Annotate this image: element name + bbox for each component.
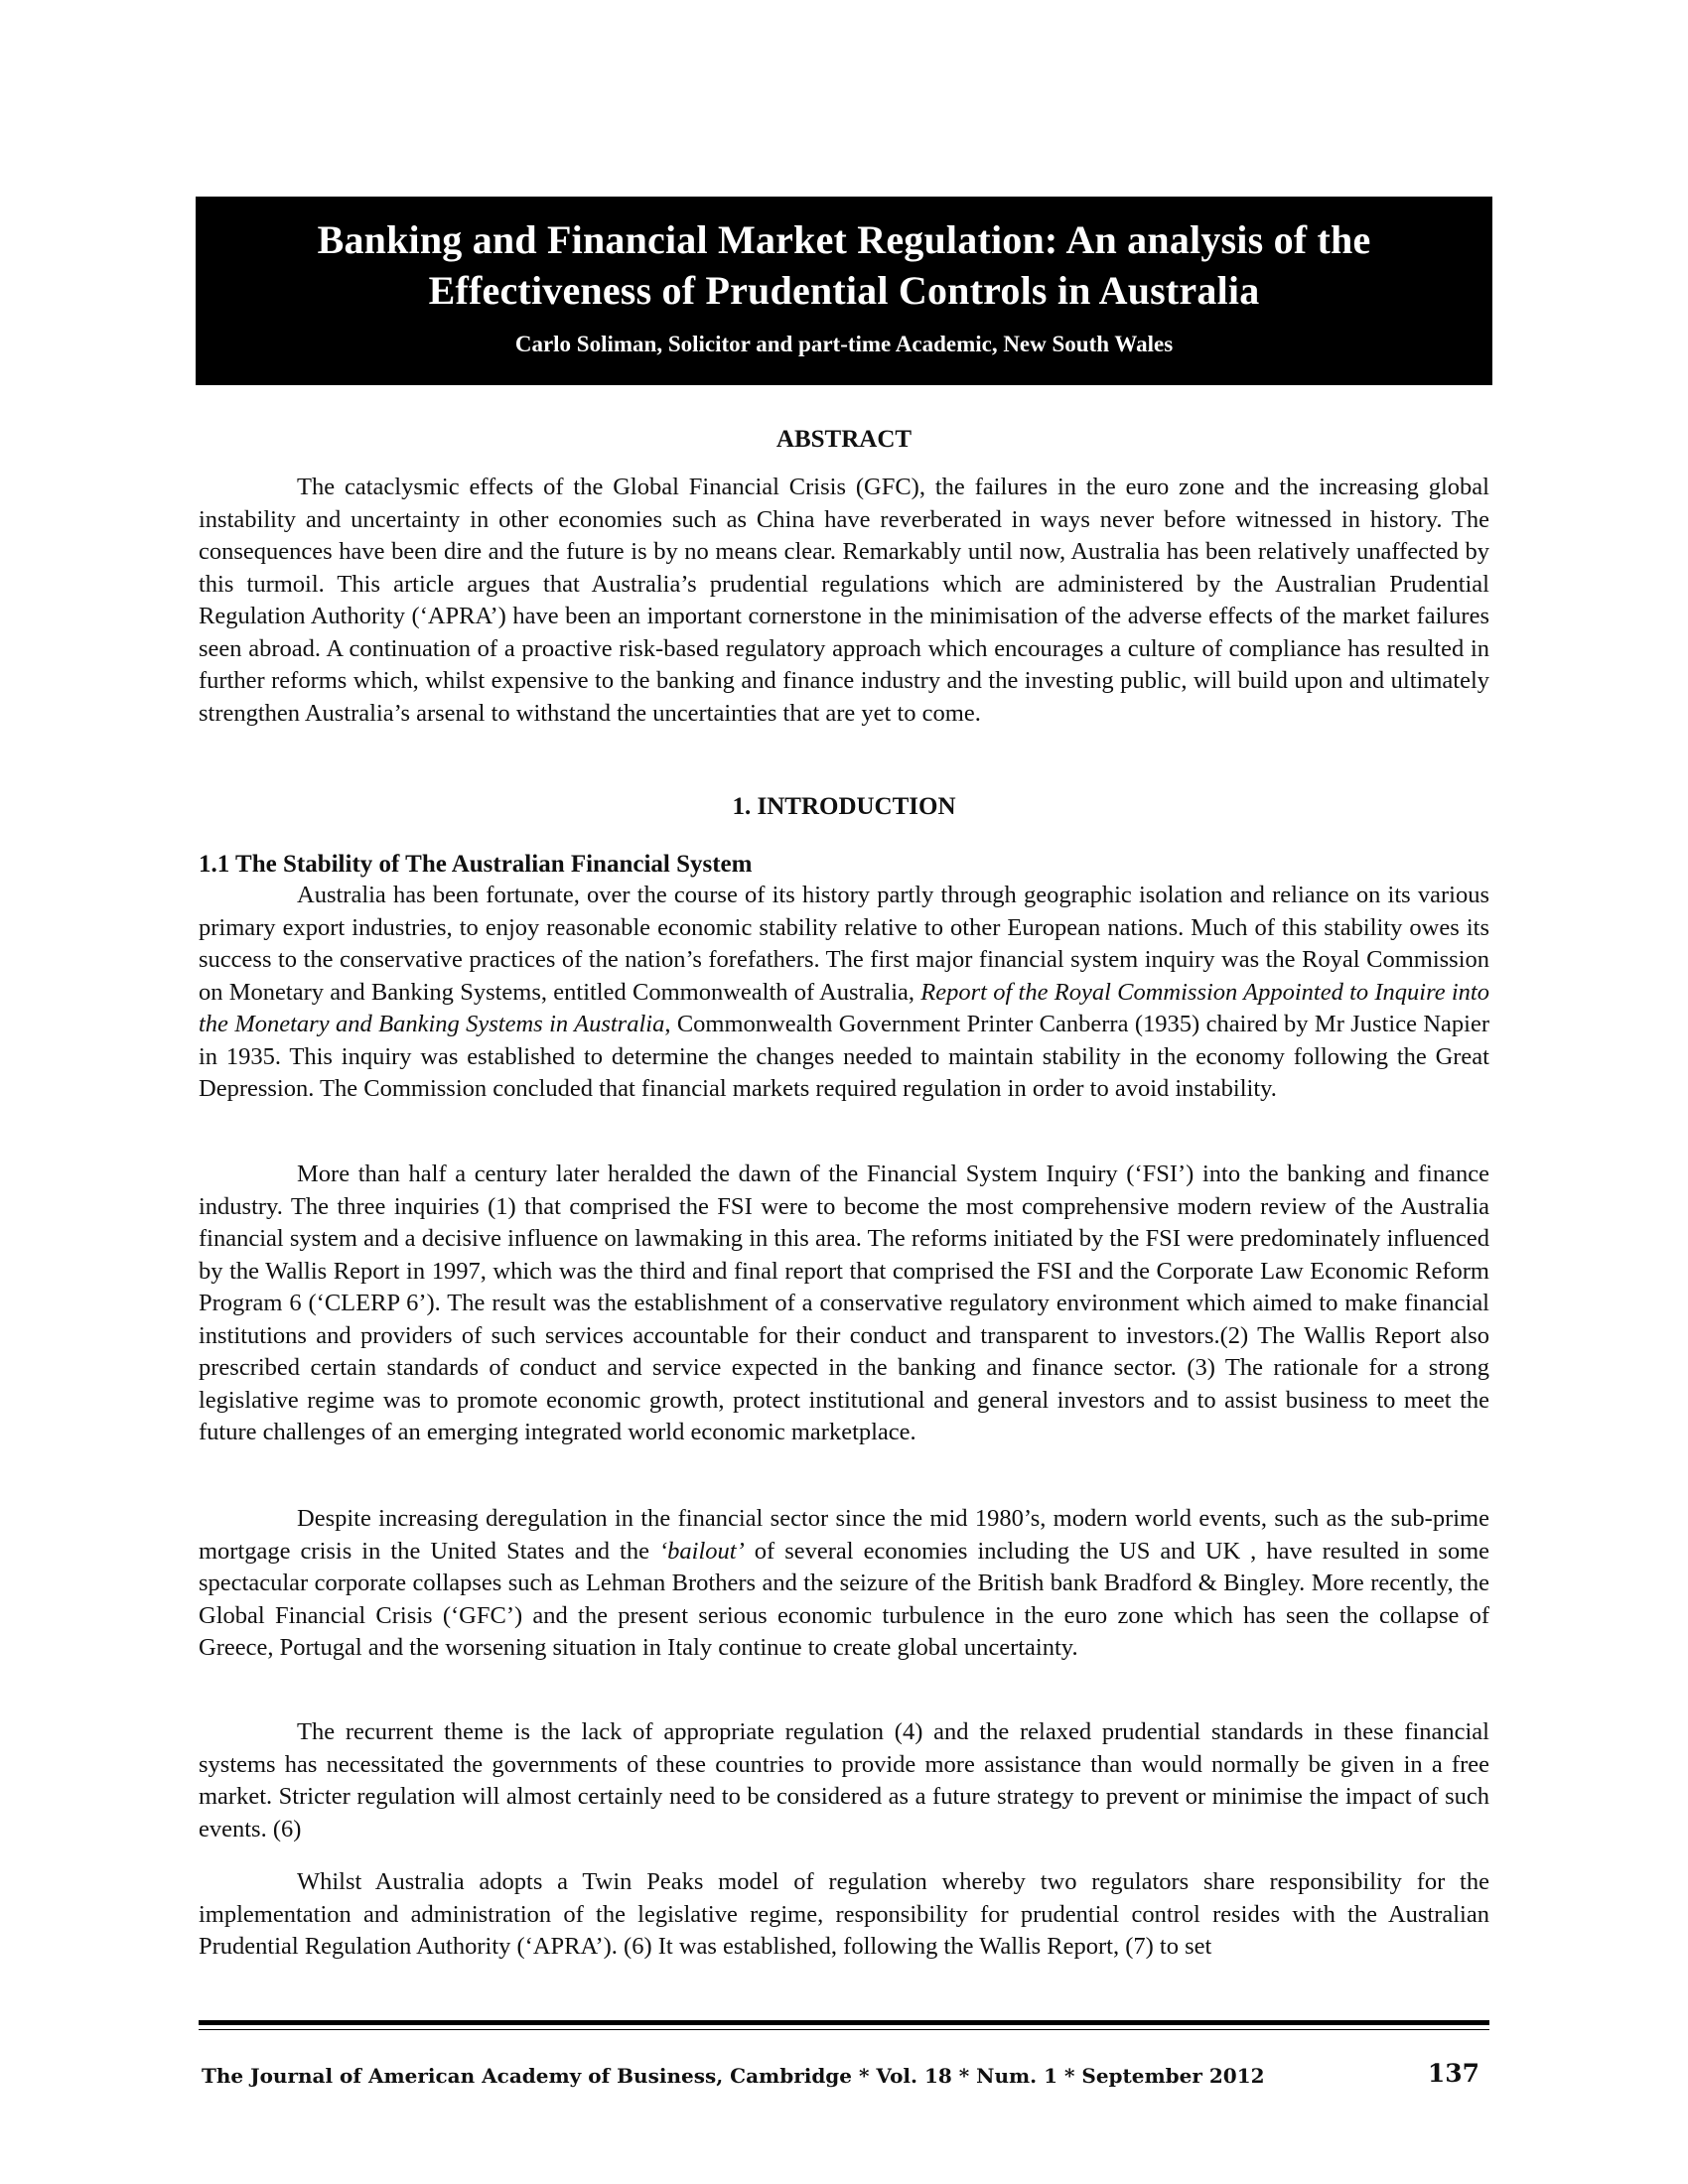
intro-paragraph-2: [199, 1159, 1489, 1449]
abstract-body: [199, 472, 1489, 730]
paragraph-3: [199, 1503, 1489, 1665]
abstract-heading: ABSTRACT: [775, 426, 913, 453]
intro-paragraph-3: [199, 1503, 1489, 1665]
paragraph-1: [199, 880, 1489, 1106]
footer-rule-thick: [199, 2020, 1489, 2025]
abstract-paragraph: The cataclysmic effects of the Global Financial Crisis (GFC), the failures in the euro zone and the increasing global instability and uncertainty in other economies such as China have reverberated in ways never before witnessed in history. The consequences have been dire and the future is by no means clear. Remarkably until now, Australia has been relatively unaffected by this turmoil. This article argues that Australia’s prudential regulations which are administered by the Australian Prudential Regulation Authority (‘APRA’) have been an important cornerstone in the minimisation of the adverse effects of the market failures seen abroad. A continuation of a proactive risk-based regulatory approach which encourages a culture of compliance has resulted in further reforms which, whilst expensive to the banking and finance industry and the investing public, will build upon and ultimately strengthen Australia’s arsenal to withstand the uncertainties that are yet to come.: [199, 474, 1489, 727]
paragraph-3-text-a: Despite increasing deregulation in the financial sector since the mid 1980’s, modern world events, such as the sub-prime mortgage crisis in the United States and the: [199, 1505, 1489, 1565]
introduction-heading: 1. INTRODUCTION: [732, 793, 956, 820]
paragraph-1-text-a: Australia has been fortunate, over the course of its history partly through geographic isolation and reliance on its various primary export industries, to enjoy reasonable economic stability relative to other European nations. Much of this stability owes its success to the conservative practices of the nation’s forefathers. The first major financial system inquiry was the Royal Commission on Monetary and Banking Systems, entitled Commonwealth of Australia,: [199, 882, 1489, 1006]
intro-paragraph-1: [199, 880, 1489, 1106]
paragraph-3-text-b: of several economies including the US and UK , have resulted in some spectacular corporate collapses such as Lehman Brothers and the seizure of the British bank Bradford & Bingley. More recently, the Global Financial Crisis (‘GFC’) and the present serious economic turbulence in the euro zone which has seen the collapse of Greece, Portugal and the worsening situation in Italy continue to create global uncertainty.: [199, 1537, 1490, 1661]
article-title-line-2: Effectiveness of Prudential Controls in Australia: [428, 268, 1260, 313]
subsection-heading: 1.1 The Stability of The Australian Financial System: [199, 851, 753, 878]
paragraph-1-text-b: , Commonwealth Government Printer Canberra (1935) chaired by Mr Justice Napier in 1935. This inquiry was established to determine the changes needed to maintain stability in the economy following the Great Depression. The Commission concluded that financial markets required regulation in order to avoid instability.: [199, 1011, 1490, 1102]
report-title-italic: Report of the Royal Commission Appointed to Inquire into the Monetary and Banking Systems in Australia: [199, 978, 1489, 1037]
paragraph-2: More than half a century later heralded the dawn of the Financial System Inquiry (‘FSI’) into the banking and finance industry. The three inquiries (1) that comprised the FSI were to become the most comprehensive modern review of the Australia financial system and a decisive influence on lawmaking in this area. The reforms initiated by the FSI were predominately influenced by the Wallis Report in 1997, which was the third and final report that comprised the FSI and the Corporate Law Economic Reform Program 6 (‘CLERP 6’). The result was the establishment of a conservative regulatory environment which aimed to make financial institutions and providers of such services accountable for their conduct and transparent to investors.(2) The Wallis Report also prescribed certain standards of conduct and service expected in the banking and finance sector. (3) The rationale for a strong legislative regime was to promote economic growth, protect institutional and general investors and to assist business to meet the future challenges of an emerging integrated world economic marketplace.: [199, 1160, 1489, 1445]
paragraph-4: The recurrent theme is the lack of appropriate regulation (4) and the relaxed prudential standards in these financial systems has necessitated the governments of these countries to provide more assistance than would normally be given in a free market. Stricter regulation will almost certainly need to be considered as a future strategy to prevent or minimise the impact of such events. (6): [199, 1718, 1489, 1843]
page-number: 137: [1427, 2059, 1479, 2088]
title-banner: [196, 197, 1492, 385]
intro-paragraph-4: [199, 1716, 1489, 1845]
journal-footer: The Journal of American Academy of Business, Cambridge * Vol. 18 * Num. 1 * September 2012: [202, 2064, 1265, 2088]
author-byline: Carlo Soliman, Solicitor and part-time Academic, New South Wales: [514, 332, 1174, 356]
paragraph-5: Whilst Australia adopts a Twin Peaks model of regulation whereby two regulators share responsibility for the implementation and administration of the legislative regime, responsibility for prudential control resides with the Australian Prudential Regulation Authority (‘APRA’). (6) It was established, following the Wallis Report, (7) to set: [199, 1868, 1489, 1960]
bailout-italic: ‘bailout’: [659, 1537, 745, 1565]
article-title-line-1: Banking and Financial Market Regulation: An analysis of the: [317, 217, 1371, 262]
footer-rule-thin: [199, 2029, 1489, 2030]
intro-paragraph-5: [199, 1866, 1489, 1964]
page: [199, 0, 1489, 2184]
